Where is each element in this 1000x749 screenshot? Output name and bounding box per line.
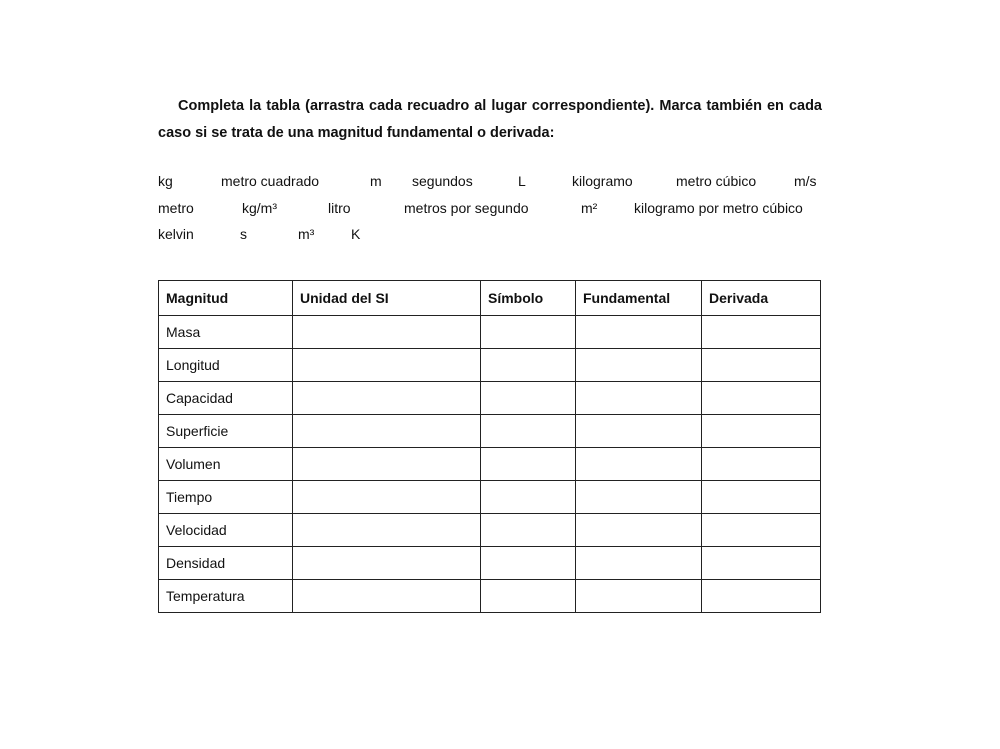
derived-mark-cell[interactable] <box>702 580 821 613</box>
derived-mark-cell[interactable] <box>702 448 821 481</box>
fundamental-mark-cell[interactable] <box>576 547 702 580</box>
fundamental-mark-cell[interactable] <box>576 382 702 415</box>
units-table <box>158 280 821 613</box>
word-chip[interactable]: metros por segundo <box>404 199 529 216</box>
magnitude-cell: Velocidad <box>159 514 293 547</box>
table-row <box>159 382 821 415</box>
table-row <box>159 448 821 481</box>
table-header-row <box>159 281 821 316</box>
fundamental-mark-cell[interactable] <box>576 349 702 382</box>
symbol-drop-cell[interactable] <box>481 481 576 514</box>
word-chip[interactable]: kilogramo por metro cúbico <box>634 199 803 216</box>
fundamental-mark-cell[interactable] <box>576 316 702 349</box>
derived-mark-cell[interactable] <box>702 547 821 580</box>
table-row <box>159 580 821 613</box>
instructions-text: Completa la tabla (arrastra cada recuadro al lugar correspondiente). Marca también en cada caso si se trata de una magnitud fundamental o derivada: <box>158 98 822 141</box>
fundamental-mark-cell[interactable] <box>576 448 702 481</box>
magnitude-cell: Temperatura <box>159 580 293 613</box>
unit-drop-cell[interactable] <box>293 349 481 382</box>
word-chip[interactable]: segundos <box>412 173 473 189</box>
derived-mark-cell[interactable] <box>702 316 821 349</box>
symbol-drop-cell[interactable] <box>481 415 576 448</box>
symbol-drop-cell[interactable] <box>481 349 576 382</box>
derived-mark-cell[interactable] <box>702 382 821 415</box>
word-chip[interactable]: litro <box>328 199 351 216</box>
word-chip[interactable]: m² <box>581 199 598 216</box>
word-chip[interactable]: metro <box>158 199 194 216</box>
magnitude-cell: Longitud <box>159 349 293 382</box>
symbol-drop-cell[interactable] <box>481 547 576 580</box>
word-bank-line <box>158 173 822 200</box>
magnitude-cell: Volumen <box>159 448 293 481</box>
word-chip[interactable]: kilogramo <box>572 173 633 189</box>
word-chip[interactable]: m/s <box>794 173 817 189</box>
word-bank <box>158 173 822 253</box>
word-bank-line <box>158 200 822 227</box>
derived-mark-cell[interactable] <box>702 349 821 382</box>
fundamental-mark-cell[interactable] <box>576 481 702 514</box>
derived-mark-cell[interactable] <box>702 514 821 547</box>
header-derivada: Derivada <box>702 281 821 316</box>
header-magnitud: Magnitud <box>159 281 293 316</box>
derived-mark-cell[interactable] <box>702 415 821 448</box>
table-row <box>159 514 821 547</box>
unit-drop-cell[interactable] <box>293 547 481 580</box>
table-row <box>159 415 821 448</box>
unit-drop-cell[interactable] <box>293 514 481 547</box>
fundamental-mark-cell[interactable] <box>576 415 702 448</box>
unit-drop-cell[interactable] <box>293 448 481 481</box>
word-chip[interactable]: kg/m³ <box>242 199 277 216</box>
header-unidad-si: Unidad del SI <box>293 281 481 316</box>
magnitude-cell: Superficie <box>159 415 293 448</box>
word-chip[interactable]: m³ <box>298 226 315 242</box>
table-row <box>159 349 821 382</box>
fundamental-mark-cell[interactable] <box>576 514 702 547</box>
table-row <box>159 547 821 580</box>
magnitude-cell: Densidad <box>159 547 293 580</box>
table-row <box>159 481 821 514</box>
header-fundamental: Fundamental <box>576 281 702 316</box>
symbol-drop-cell[interactable] <box>481 316 576 349</box>
symbol-drop-cell[interactable] <box>481 514 576 547</box>
symbol-drop-cell[interactable] <box>481 382 576 415</box>
unit-drop-cell[interactable] <box>293 382 481 415</box>
word-bank-line <box>158 226 822 253</box>
symbol-drop-cell[interactable] <box>481 448 576 481</box>
magnitude-cell: Capacidad <box>159 382 293 415</box>
unit-drop-cell[interactable] <box>293 481 481 514</box>
word-chip[interactable]: m <box>370 173 382 189</box>
word-chip[interactable]: L <box>518 173 526 189</box>
unit-drop-cell[interactable] <box>293 316 481 349</box>
derived-mark-cell[interactable] <box>702 481 821 514</box>
word-chip[interactable]: s <box>240 226 247 242</box>
unit-drop-cell[interactable] <box>293 415 481 448</box>
table-row <box>159 316 821 349</box>
word-chip[interactable]: K <box>351 226 361 242</box>
fundamental-mark-cell[interactable] <box>576 580 702 613</box>
magnitude-cell: Tiempo <box>159 481 293 514</box>
word-chip[interactable]: kg <box>158 173 173 189</box>
word-chip[interactable]: kelvin <box>158 226 194 242</box>
word-chip[interactable]: metro cuadrado <box>221 173 320 189</box>
word-chip[interactable]: metro cúbico <box>676 173 757 189</box>
unit-drop-cell[interactable] <box>293 580 481 613</box>
header-simbolo: Símbolo <box>481 281 576 316</box>
symbol-drop-cell[interactable] <box>481 580 576 613</box>
magnitude-cell: Masa <box>159 316 293 349</box>
